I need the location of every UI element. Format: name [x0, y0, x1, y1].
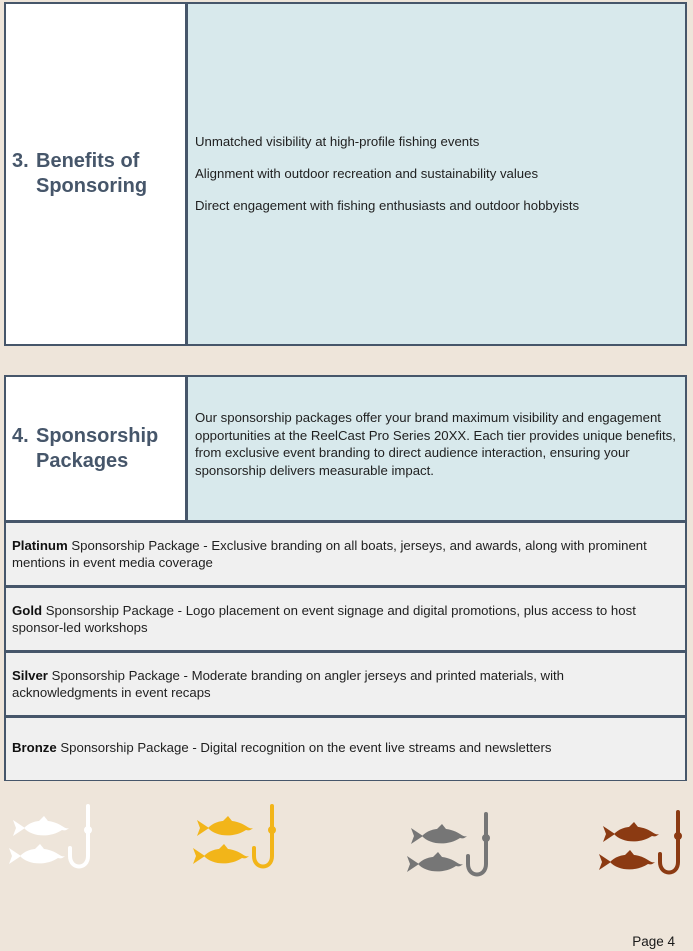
fish-fin — [628, 822, 638, 828]
benefits-heading-line2: Sponsoring — [36, 175, 148, 197]
fish-hook-icon-gold — [192, 800, 282, 876]
fish-body — [610, 855, 655, 870]
packages-heading-line1: Sponsorship — [36, 425, 159, 447]
fish-body — [24, 821, 69, 836]
package-description: Sponsorship Package - Exclusive branding on all boats, jerseys, and awards, along with prominent mentions in event media coverage — [12, 538, 647, 570]
hook-shaft — [70, 806, 88, 867]
benefits-section-number: 3. — [12, 150, 29, 172]
fish-body — [204, 849, 249, 864]
packages-intro: Our sponsorship packages offer your brand maximum visibility and engagement opportunities at the ReelCast Pro Series 20XX. Each tier provides unique benefits, from exclusive event branding to direct audience interaction, ensuring your sponsorship delivers measurable impact. — [188, 377, 685, 521]
fish-body — [20, 849, 65, 864]
benefits-body — [188, 4, 685, 344]
fish-hook-icon-platinum — [8, 800, 98, 876]
benefits-section — [4, 2, 687, 346]
fish-body — [614, 827, 659, 842]
benefits-title-cell — [6, 4, 188, 344]
fish-fin — [432, 852, 442, 858]
packages-section-number: 4. — [12, 425, 29, 447]
fish-hook-icon — [192, 800, 282, 876]
package-row-platinum — [6, 520, 685, 585]
hook-shaft — [468, 814, 486, 875]
package-description: Sponsorship Package - Logo placement on event signage and digital promotions, plus access to host sponsor-led workshops — [12, 603, 636, 635]
benefits-heading — [36, 149, 147, 199]
hook-shaft — [660, 812, 678, 873]
fish-tail — [13, 820, 25, 836]
fish-fin — [436, 824, 446, 830]
package-row-silver — [6, 650, 685, 715]
packages-section — [4, 375, 687, 781]
benefit-item: Direct engagement with fishing enthusiasts and outdoor hobbyists — [195, 198, 580, 213]
fish-tail — [9, 848, 21, 864]
fish-body — [422, 829, 467, 844]
fish-tail — [603, 826, 615, 842]
fish-tail — [599, 854, 611, 870]
packages-heading — [36, 424, 158, 474]
package-tier-name: Silver — [12, 668, 48, 683]
fish-hook-icon-bronze — [598, 806, 688, 882]
benefits-heading-line1: Benefits of — [36, 150, 140, 172]
fish-fin — [624, 850, 634, 856]
fish-tail — [411, 828, 423, 844]
fish-tail — [197, 820, 209, 836]
package-row-gold — [6, 585, 685, 650]
hook-shaft — [254, 806, 272, 867]
packages-heading-line2: Packages — [36, 450, 129, 472]
package-row-bronze — [6, 715, 685, 780]
package-description: Sponsorship Package - Digital recognition on the event live streams and newsletters — [56, 740, 552, 755]
page-number: Page 4 — [632, 934, 675, 949]
package-tier-name: Platinum — [12, 538, 68, 553]
fish-tail — [407, 856, 419, 872]
fish-hook-icon-silver — [406, 808, 496, 884]
fish-fin — [218, 844, 228, 850]
fish-tail — [193, 848, 205, 864]
package-tier-name: Gold — [12, 603, 43, 618]
fish-body — [208, 821, 253, 836]
fish-body — [418, 857, 463, 872]
benefit-item: Alignment with outdoor recreation and sustainability values — [195, 166, 539, 181]
package-tier-name: Bronze — [12, 740, 57, 755]
fish-fin — [34, 844, 44, 850]
benefit-item: Unmatched visibility at high-profile fishing events — [195, 134, 480, 149]
fish-hook-icon — [406, 808, 496, 884]
packages-title-cell — [6, 377, 188, 521]
fish-fin — [222, 816, 232, 822]
fish-fin — [38, 816, 48, 822]
fish-hook-icon — [598, 806, 688, 882]
fish-hook-icon — [8, 800, 98, 876]
package-description: Sponsorship Package - Moderate branding on angler jerseys and printed materials, with acknowledgments in event recaps — [12, 668, 565, 700]
